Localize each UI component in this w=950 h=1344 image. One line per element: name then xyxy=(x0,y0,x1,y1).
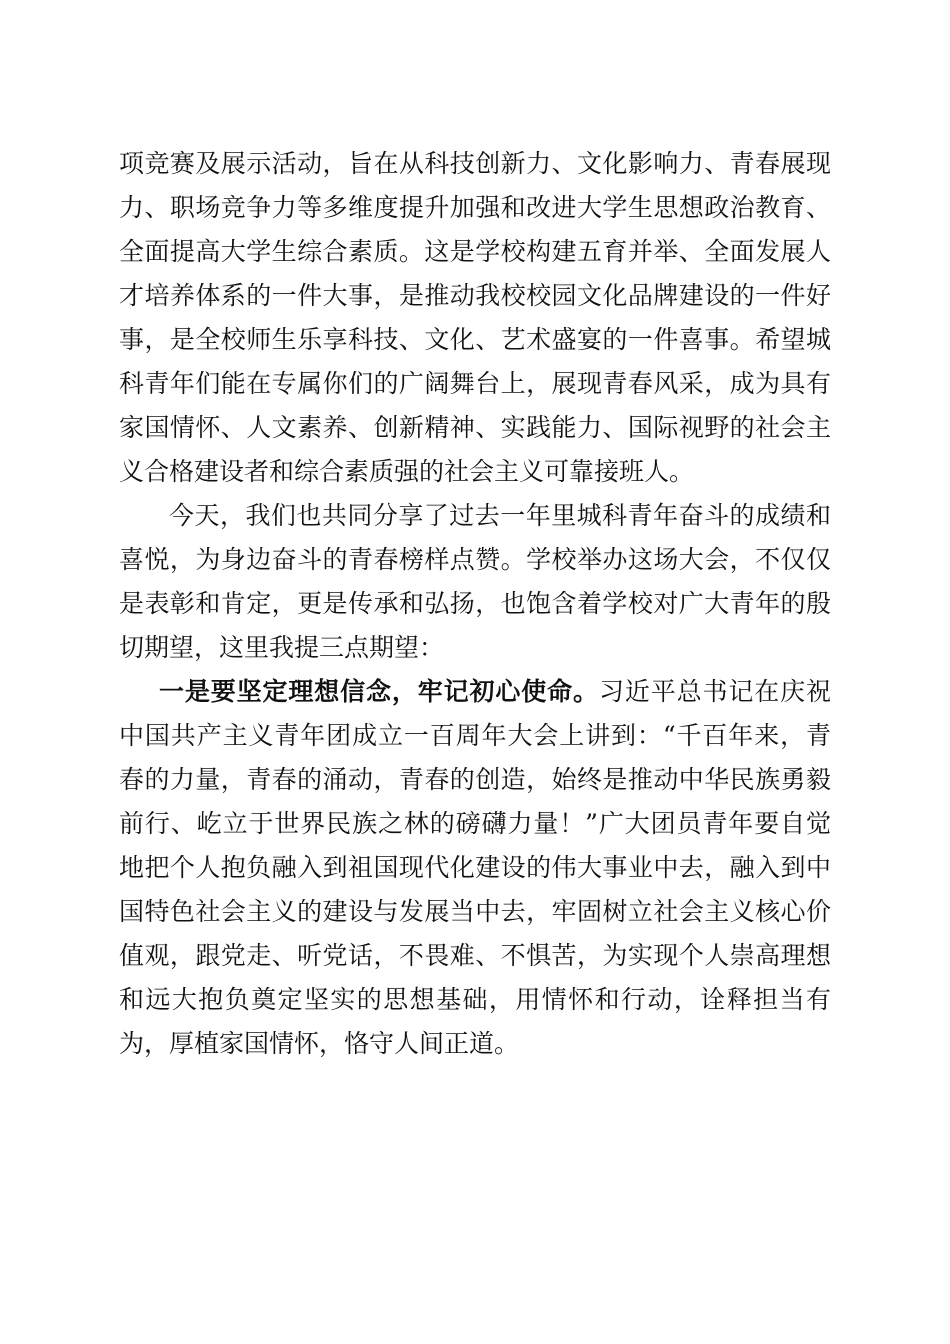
paragraph-first-expectation-text: 习近平总书记在庆祝中国共产主义青年团成立一百周年大会上讲到：“千百年来，青春的力量，青春的涌动，青春的创造，始终是推动中华民族勇毅前行、屹立于世界民族之林的磅礴力量！”广大团员青年要自觉地把个人抱负融入到祖国现代化建设的伟大事业中去，融入到中国特色社会主义的建设与发展当中去，牢固树立社会主义核心价值观，跟党走、听党话，不畏难、不惧苦，为实现个人崇高理想和远大抱负奠定坚实的思想基础，用情怀和行动，诠释担当有为，厚植家国情怀，恪守人间正道。 xyxy=(119,677,831,1058)
document-body xyxy=(119,142,831,1066)
paragraph-lead-heading: 一是要坚定理想信念，牢记初心使命。 xyxy=(159,677,599,706)
paragraph-first-expectation xyxy=(119,670,831,1066)
paragraph-today: 今天，我们也共同分享了过去一年里城科青年奋斗的成绩和喜悦，为身边奋斗的青春榜样点赞。学校举办这场大会，不仅仅是表彰和肯定，更是传承和弘扬，也饱含着学校对广大青年的殷切期望，这里我提三点期望： xyxy=(119,501,831,662)
paragraph-continued: 项竞赛及展示活动，旨在从科技创新力、文化影响力、青春展现力、职场竞争力等多维度提升加强和改进大学生思想政治教育、全面提高大学生综合素质。这是学校构建五育并举、全面发展人才培养体系的一件大事，是推动我校校园文化品牌建设的一件好事，是全校师生乐享科技、文化、艺术盛宴的一件喜事。希望城科青年们能在专属你们的广阔舞台上，展现青春风采，成为具有家国情怀、人文素养、创新精神、实践能力、国际视野的社会主义合格建设者和综合素质强的社会主义可靠接班人。 xyxy=(119,149,831,486)
